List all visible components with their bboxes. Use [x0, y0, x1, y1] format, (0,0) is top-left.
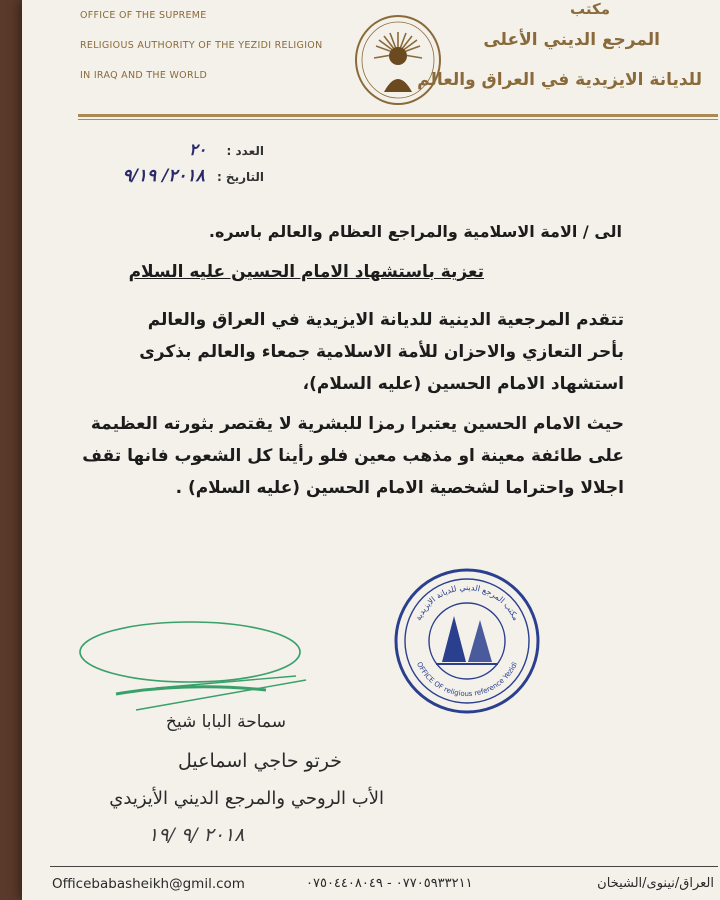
handwritten-signature — [56, 612, 316, 722]
number-label: العدد : — [226, 144, 264, 158]
signature-name: خرتو حاجي اسماعيل — [178, 750, 342, 772]
letterhead-en-line3: IN IRAQ AND THE WORLD — [80, 70, 208, 81]
letterhead-en-line1: OFFICE OF THE SUPREME — [80, 10, 207, 21]
addressee: الى / الامة الاسلامية والمراجع العظام والعالم باسره. — [208, 222, 622, 241]
footer-address: العراق/نينوى/الشيخان — [597, 876, 714, 891]
official-stamp — [392, 566, 542, 716]
letterhead-ar-line2: المرجع الديني الأعلى — [483, 30, 660, 50]
letter-paper — [22, 0, 720, 900]
header-rule — [78, 114, 718, 117]
paragraph1-line1: تتقدم المرجعية الدينية للديانة الايزيدية في العراق والعالم — [147, 310, 624, 330]
letterhead-en-line2: RELIGIOUS AUTHORITY OF THE YEZIDI RELIGION — [80, 40, 323, 51]
number-field — [189, 140, 264, 159]
sun-emblem-logo — [354, 14, 442, 106]
paragraph2-line1: حيث الامام الحسين يعتبرا رمزا للبشرية لا يقتصر بثورته العظيمة — [90, 414, 624, 434]
stamp-text-bottom: OFFICE OF religious reference Yezidi — [414, 660, 520, 698]
footer-email: Officebabasheikh@gmil.com — [52, 876, 245, 892]
signature-title: سماحة البابا شيخ — [165, 712, 286, 732]
date-field — [122, 166, 264, 186]
paragraph2-line2: على طائفة معينة او مذهب معين فلو رأينا كل الشعوب فانها تقف — [82, 446, 624, 466]
footer-phones: ٠٧٧٠٥٩٣٣٢١١ - ٠٧٥٠٤٤٠٨٠٤٩ — [306, 876, 473, 891]
stamp-text-top: مكتب المرجع الديني للديانة الايزيدية — [413, 582, 521, 623]
date-value: ٢٠١٨/ ٩/١٩ — [122, 166, 205, 186]
footer-rule — [50, 866, 718, 867]
letterhead-ar-line3: للديانة الايزيدية في العراق والعالم — [417, 70, 702, 90]
number-value: ٢٠ — [189, 140, 207, 159]
signature-role: الأب الروحي والمرجع الديني الأيزيدي — [109, 788, 384, 809]
subject: تعزية باستشهاد الامام الحسين عليه السلام — [128, 262, 484, 282]
paragraph1-line2: بأحر التعازي والاحزان للأمة الاسلامية جمعاء والعالم بذكرى — [139, 342, 624, 362]
paragraph1-line3: استشهاد الامام الحسين (عليه السلام)، — [302, 374, 624, 394]
paragraph2-line3: اجلالا واحتراما لشخصية الامام الحسين (عليه السلام) . — [175, 478, 624, 498]
letterhead-ar-line1: مكتب — [569, 0, 610, 18]
header-rule-thin — [78, 119, 718, 120]
date-label: التاريخ : — [216, 170, 264, 184]
signature-date: ٢٠١٨ /٩ /١٩ — [148, 824, 245, 846]
